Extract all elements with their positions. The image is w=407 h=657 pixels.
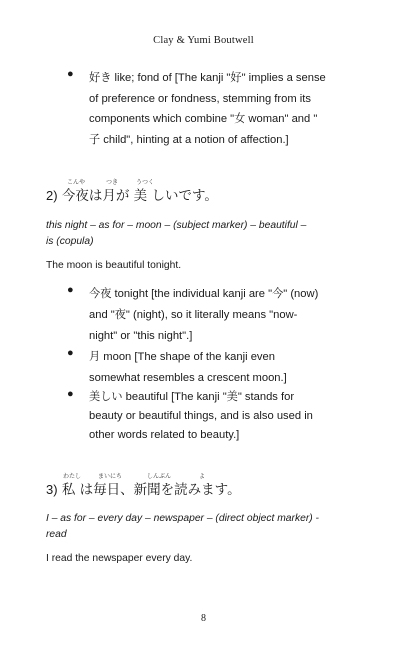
gloss-line: this night – as for – moon – (subject marker) – beautiful – [46, 220, 307, 231]
list-item [0, 388, 407, 445]
example-heading [46, 478, 241, 498]
list-item [0, 68, 407, 150]
vocab-list-2 [0, 284, 407, 445]
vocab-list-1 [0, 68, 407, 150]
bullet-dot: ● [67, 347, 74, 359]
list-item-line: other words related to beauty.] [89, 429, 240, 441]
list-item-line: 月 moon [The shape of the kanji even [89, 351, 275, 363]
list-item-line: 子 child", hinting at a notion of affection.] [89, 133, 289, 146]
list-item [0, 284, 407, 347]
list-item-line: night" or "this night".] [89, 330, 193, 342]
furigana: わたし [63, 473, 82, 480]
list-item [0, 347, 407, 389]
furigana: しんぶん [147, 473, 172, 480]
list-item-line: 好き like; fond of [The kanji "好" implies a sense [89, 72, 326, 84]
furigana: よ [199, 473, 206, 480]
example-sentence: 今夜は月が 美 しいです。 [61, 188, 218, 204]
word-gloss [46, 218, 366, 249]
furigana: まいにち [98, 473, 123, 480]
list-item-line: somewhat resembles a crescent moon.] [89, 372, 287, 384]
list-item-line: 今夜 tonight [the individual kanji are "今" (now) [89, 288, 319, 300]
list-item-line: components which combine "女 woman" and " [89, 113, 318, 125]
furigana: つき [106, 179, 119, 186]
word-gloss [46, 511, 366, 542]
furigana: うつく [136, 179, 155, 186]
page-number: 8 [201, 613, 206, 624]
running-head: Clay & Yumi Boutwell [153, 35, 254, 46]
example-number: 2) [46, 188, 58, 203]
list-item-line: 美しい beautiful [The kanji "美" stands for [89, 391, 295, 403]
furigana: こんや [67, 179, 86, 186]
list-item-line: of preference or fondness, stemming from its [89, 92, 311, 105]
bullet-dot: ● [67, 284, 74, 296]
example-heading [46, 184, 218, 204]
gloss-line: I – as for – every day – newspaper – (direct object marker) - [46, 513, 319, 524]
list-item-line: and "夜" (night), so it literally means "now- [89, 309, 298, 321]
translation: I read the newspaper every day. [46, 553, 193, 564]
list-item-line: beauty or beautiful things, and is also used in [89, 410, 313, 422]
bullet-dot: ● [67, 68, 74, 80]
translation: The moon is beautiful tonight. [46, 260, 182, 271]
gloss-line: is (copula) [46, 235, 94, 247]
bullet-dot: ● [67, 388, 74, 400]
gloss-line: read [46, 528, 67, 540]
example-sentence: 私 は毎日、新聞を読みます。 [61, 482, 241, 498]
example-number: 3) [46, 482, 58, 497]
